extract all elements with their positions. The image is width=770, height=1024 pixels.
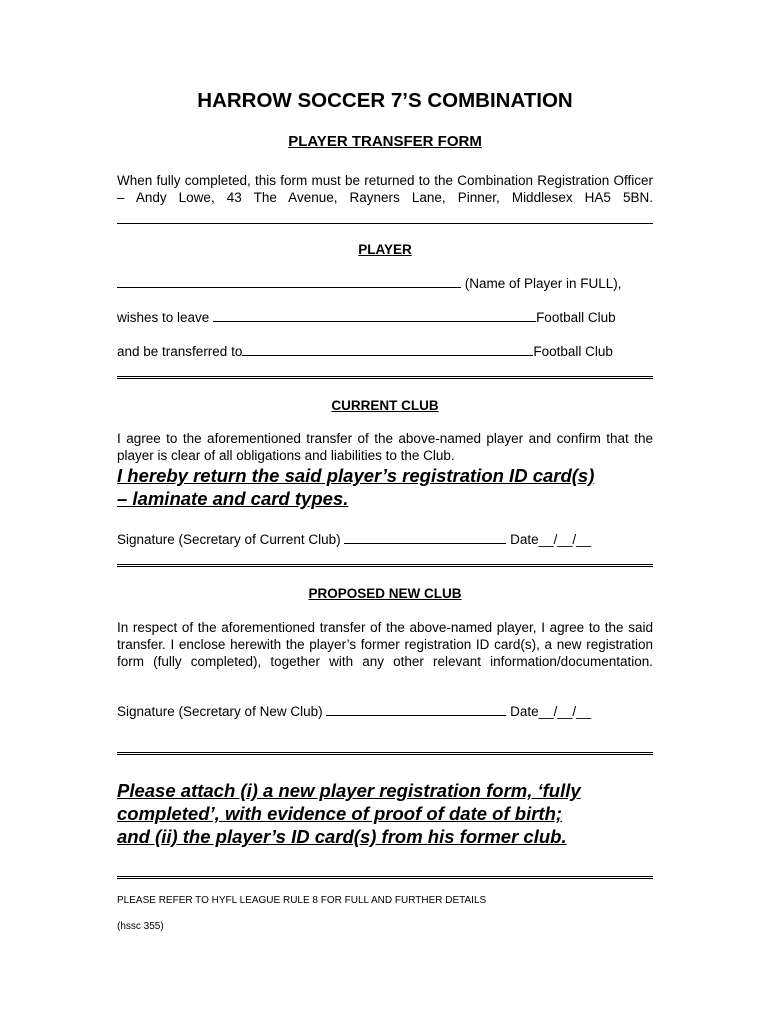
transfer-club-suffix: Football Club: [533, 344, 613, 359]
form-title: HARROW SOCCER 7’S COMBINATION: [197, 89, 573, 112]
double-divider: [117, 564, 653, 567]
divider: [117, 223, 653, 224]
player-heading: PLAYER: [358, 242, 412, 257]
current-club-signature-field[interactable]: [344, 531, 506, 544]
new-club-heading: PROPOSED NEW CLUB: [308, 586, 462, 601]
leave-club-suffix: Football Club: [536, 310, 616, 325]
current-club-paragraph: I agree to the aforementioned transfer of the above-named player and confirm that the player is clear of all obligations and liabilities to the Club.: [117, 431, 653, 463]
return-card-line-2: – laminate and card types.: [117, 488, 349, 509]
form-subtitle: PLAYER TRANSFER FORM: [288, 133, 482, 150]
leave-club-field[interactable]: [213, 309, 536, 322]
notice-line-1: Please attach (i) a new player registration form, ‘fully: [117, 780, 581, 801]
player-name-label: (Name of Player in FULL),: [461, 276, 622, 291]
intro-paragraph: When fully completed, this form must be returned to the Combination Registration Officer – Andy Lowe, 43 The Avenue, Rayners Lane, Pinner, Middlesex HA5 5BN.: [117, 173, 653, 205]
new-club-date-label: Date__/__/__: [506, 704, 592, 719]
leave-club-row: [117, 309, 616, 325]
double-divider: [117, 376, 653, 379]
player-name-field[interactable]: [117, 275, 461, 288]
player-name-row: [117, 275, 622, 291]
current-club-signature-label: Signature (Secretary of Current Club): [117, 532, 345, 547]
notice-line-2: completed’, with evidence of proof of date of birth;: [117, 803, 563, 824]
new-club-signature-field[interactable]: [326, 703, 506, 716]
current-club-date-label: Date__/__/__: [506, 532, 592, 547]
transfer-club-prefix: and be transferred to: [117, 344, 243, 359]
current-club-heading: CURRENT CLUB: [331, 398, 439, 413]
notice-line-3: and (ii) the player’s ID card(s) from his former club.: [117, 826, 567, 847]
rule-reference: PLEASE REFER TO HYFL LEAGUE RULE 8 FOR FULL AND FURTHER DETAILS: [117, 895, 487, 906]
new-club-signature-label: Signature (Secretary of New Club): [117, 704, 327, 719]
leave-club-prefix: wishes to leave: [117, 310, 214, 325]
form-code: (hssc 355): [117, 921, 164, 932]
new-club-signature-row: [117, 703, 591, 719]
current-club-signature-row: [117, 531, 591, 547]
new-club-paragraph: In respect of the aforementioned transfer of the above-named player, I agree to the said transfer. I enclose herewith the player’s former registration ID card(s), a new registration form (fully completed), together with any other relevant information/documentation.: [117, 620, 653, 669]
transfer-club-field[interactable]: [242, 343, 533, 356]
return-card-line-1: I hereby return the said player’s registration ID card(s): [117, 465, 595, 486]
double-divider: [117, 752, 653, 755]
double-divider: [117, 876, 653, 879]
transfer-club-row: [117, 343, 613, 359]
